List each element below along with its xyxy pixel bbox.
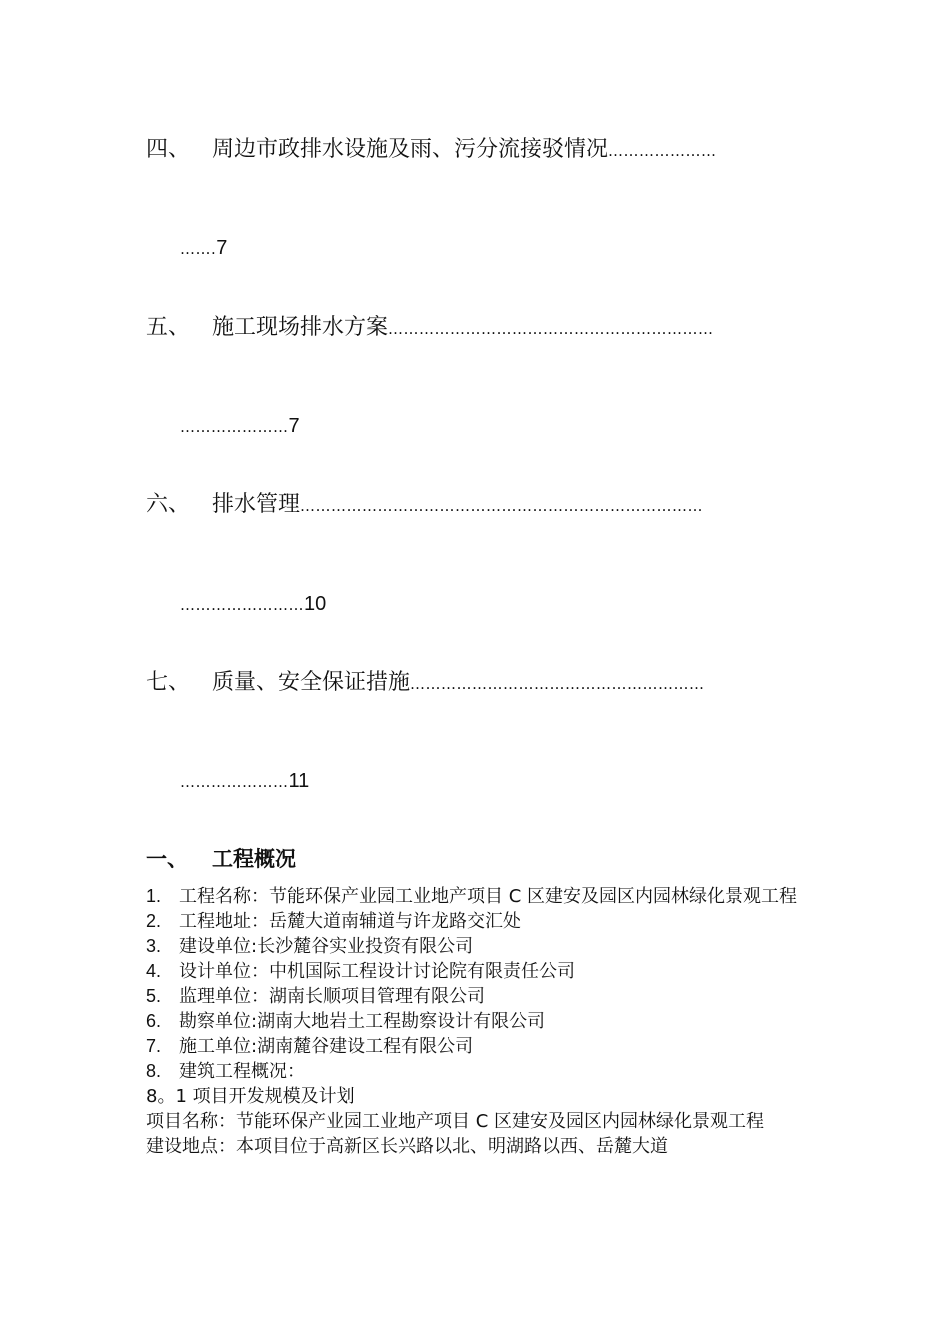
toc-entry-6-page-line (180, 589, 326, 619)
toc-leader-dots: …………………………………………………………………… (300, 497, 704, 515)
list-number: 4. (146, 961, 162, 981)
list-item (146, 1059, 806, 1084)
toc-page-number: 10 (304, 593, 327, 615)
list-text: 施工单位:湖南麓谷建设工程有限公司 (179, 1036, 474, 1057)
list-number: 5. (146, 986, 162, 1006)
toc-page-number: 11 (288, 770, 310, 792)
toc-entry-5[interactable] (146, 311, 806, 345)
paragraph: 项目名称：节能环保产业园工业地产项目 C 区建安及园区内园林绿化景观工程 (146, 1111, 765, 1132)
toc-leader-dots: …………………… (180, 596, 304, 614)
toc-entry-7-page-line (180, 766, 309, 796)
list-text: 工程名称：节能环保产业园工业地产项目 C 区建安及园区内园林绿化景观工程 (179, 886, 798, 907)
toc-entry-number: 五、 (146, 315, 191, 340)
toc-leader-dots: ……………………………………………………… (388, 320, 714, 338)
list-item (146, 934, 806, 959)
list-item (146, 984, 806, 1009)
toc-entry-4[interactable] (146, 133, 806, 167)
list-number: 7. (146, 1036, 162, 1056)
toc-entry-title: 周边市政排水设施及雨、污分流接驳情况 (212, 137, 609, 162)
toc-entry-6[interactable] (146, 488, 806, 522)
section-number: 一、 (146, 847, 188, 871)
toc-leader-dots: ………………… (180, 418, 289, 436)
toc-entry-number: 七、 (146, 670, 191, 695)
toc-leader-dots: ………………… (608, 142, 717, 160)
toc-leader-dots: ………………… (180, 773, 289, 791)
list-number: 2. (146, 911, 162, 931)
list-text: 建设单位:长沙麓谷实业投资有限公司 (179, 936, 474, 957)
section-title: 工程概况 (212, 847, 296, 871)
list-number: 3. (146, 936, 162, 956)
toc-leader-dots: ………………………………………………… (410, 675, 705, 693)
list-text: 建筑工程概况： (179, 1061, 305, 1082)
list-text: 工程地址：岳麓大道南辅道与许龙路交汇处 (179, 911, 521, 932)
list-item (146, 959, 806, 984)
list-item (146, 1009, 806, 1034)
list-text: 设计单位：中机国际工程设计讨论院有限责任公司 (179, 961, 575, 982)
toc-entry-title: 施工现场排水方案 (212, 315, 389, 340)
list-number: 8. (146, 1061, 162, 1081)
list-number: 6. (146, 1011, 162, 1031)
list-text: 勘察单位:湖南大地岩土工程勘察设计有限公司 (179, 1011, 546, 1032)
section-body (146, 884, 806, 1159)
toc-page-number: 7 (216, 237, 228, 259)
list-text: 监理单位：湖南长顺项目管理有限公司 (179, 986, 485, 1007)
toc-page-number: 7 (288, 415, 300, 437)
section-heading (146, 844, 296, 874)
list-number: 1. (146, 886, 162, 906)
toc-entry-number: 六、 (146, 492, 191, 517)
toc-entry-5-page-line (180, 411, 300, 441)
toc-leader-dots: ……. (180, 240, 217, 258)
toc-entry-title: 排水管理 (212, 492, 301, 517)
toc-entry-7[interactable] (146, 666, 806, 700)
toc-entry-title: 质量、安全保证措施 (212, 670, 411, 695)
toc-entry-number: 四、 (146, 137, 191, 162)
paragraph: 建设地点：本项目位于高新区长兴路以北、明湖路以西、岳麓大道 (146, 1136, 668, 1157)
list-item (146, 884, 806, 909)
toc-entry-4-page-line (180, 233, 227, 263)
sub-heading: 8。1 项目开发规模及计划 (146, 1086, 355, 1107)
list-item (146, 1034, 806, 1059)
list-item (146, 909, 806, 934)
